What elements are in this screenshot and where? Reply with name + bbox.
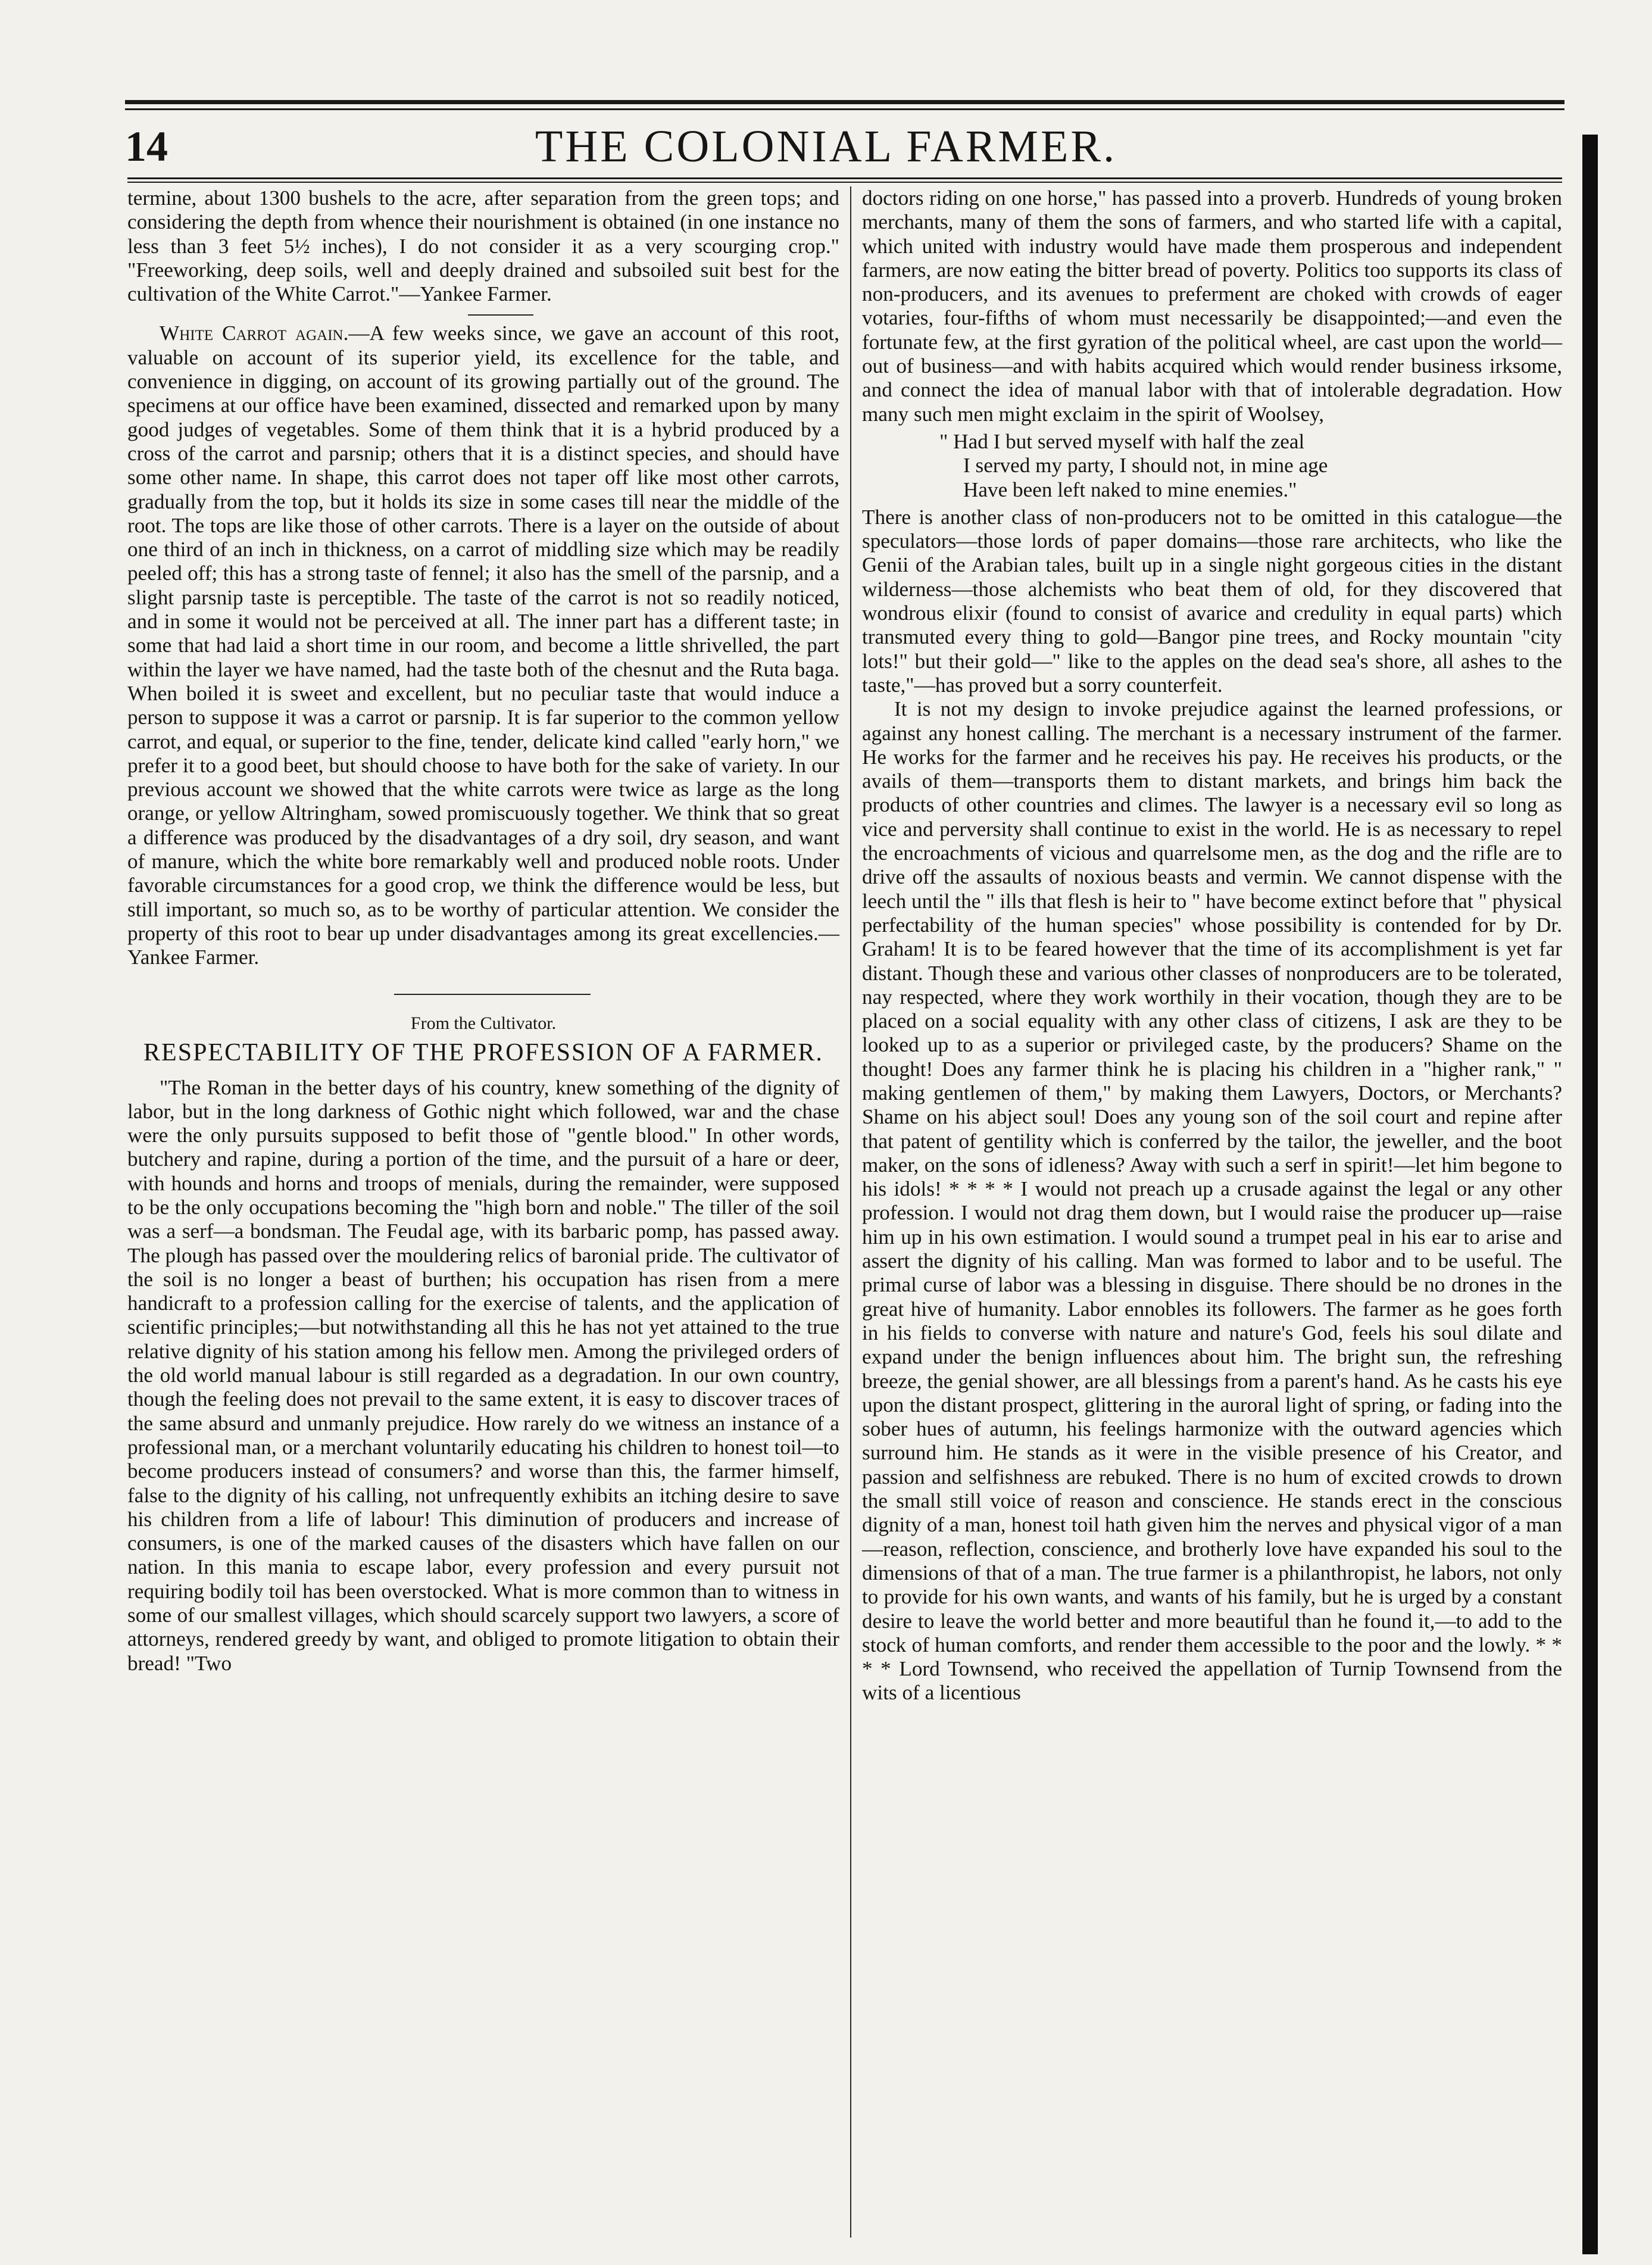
article-continued-paragraph: doctors riding on one horse," has passed into a proverb. Hundreds of young broken merchants, many of them the sons of farmers, and who started life with a capital, which united with industry would have made them prosperous and independent farmers, are now eating the bitter bread of poverty. Politics too supports its class of non-producers, and its avenues to preferment are choked with crowds of eager votaries, four-fifths of whom must necessarily be disappointed;—and even the fortunate few, at the first gyration of the political wheel, are cast upon the world—out of business—and with habits acquired which would render business irksome, and connect the idea of manual labor with that of intolerable degradation. How many such men might exclaim in the spirit of Woolsey, <box>862 186 1562 426</box>
header-bottom-rule-thin <box>127 182 1562 183</box>
section-separator <box>468 314 533 316</box>
left-column <box>127 186 839 1676</box>
page-number: 14 <box>125 123 168 170</box>
header-bottom-rule <box>127 177 1562 179</box>
verse-line: Have been left naked to mine enemies." <box>963 478 1297 501</box>
white-carrot-heading: White Carrot again. <box>160 322 349 345</box>
page-binding-edge <box>1582 135 1598 2254</box>
producers-paragraph: It is not my design to invoke prejudice against the learned professions, or against any honest calling. The merchant is a necessary instrument of the farmer. He works for the farmer and he receives his pay. He receives his products, or the avails of them—transports them to distant markets, and brings him back the products of other countries and climes. The lawyer is a necessary evil so long as vice and perversity shall continue to exist in the world. He is as necessary to repel the encroachments of vicious and quarrelsome men, as the dog and the rifle are to drive off the assaults of noxious beasts and vermin. We cannot dispense with the leech until the " ills that flesh is heir to " have become extinct before that " physical perfectability of the human species" whose possibility is contended for by Dr. Graham! It is to be feared however that the time of its accomplishment is yet far distant. Though these and various other classes of nonproducers are to be tolerated, nay respected, where they work worthily in their vocation, though they are to be placed on a social equality with any other class of citizens, I ask are they to be looked up to as a superior or privileged caste, by the producers? Shame on the thought! Does any farmer think he is placing his children in a "higher rank," " making gentlemen of them," by making them Lawyers, Doctors, or Merchants? Shame on his abject soul! Does any young son of the soil court and repine after that patent of gentility which is conferred by the tailor, the jeweller, and the boot maker, on the sons of idleness? Away with such a serf in spirit!—let him begone to his idols! * * * * I would not preach up a crusade against the legal or any other profession. I would not drag them down, but I would raise the producer up—raise him up in his own estimation. I would sound a trumpet peal in his ear to arise and assert the dignity of his calling. Man was formed to labor and to be useful. The primal curse of labor was a blessing in disguise. There should be no drones in the great hive of humanity. Labor ennobles its followers. The farmer as he goes forth in his fields to converse with nature and nature's God, feels his soul dilate and expand under the benign influences about him. The bright sun, the refreshing breeze, the genial shower, are all blessings from a parent's hand. As he casts his eye upon the distant prospect, glittering in the auroral light of spring, or fading into the sober hues of autumn, his feelings harmonize with the outward agencies which surround him. He stands as it were in the visible presence of his Creator, and passion and selfishness are rebuked. There is no hum of excited crowds to drown the small still voice of reason and conscience. He stands erect in the conscious dignity of a man, honest toil hath given him the nerves and physical vigor of a man —reason, reflection, conscience, and brotherly love have expanded his soul to the dimensions of that of a man. The true farmer is a philanthropist, he labors, not only to provide for his own wants, and wants of his family, but he is urged by a constant desire to leave the world better and more beautiful than he found it,—to add to the stock of human comforts, and render them accessible to the poor and the lowly. * * * * Lord Townsend, who received the appellation of Turnip Townsend from the wits of a licentious <box>862 697 1562 1705</box>
carrot-article-continued: termine, about 1300 bushels to the acre, after separation from the green tops; and considering the depth from whence their nourishment is obtained (in one instance no less than 3 feet 5½ inches), I do not consider it as a very scourging crop." "Freeworking, deep soils, well and deeply drained and subsoiled suit best for the cultivation of the White Carrot."—Yankee Farmer. <box>127 186 839 306</box>
top-thin-rule <box>125 108 1564 110</box>
quoted-verse <box>862 430 1562 502</box>
article-body-paragraph: "The Roman in the better days of his country, knew something of the dignity of labor, but in the long darkness of Gothic night which followed, war and the chase were the only pursuits supposed to befit those of "gentle blood." In other words, butchery and rapine, during a portion of the time, and the pursuit of a hare or deer, with hounds and horns and troops of menials, during the remainder, were supposed to be the only occupations becoming the "high born and noble." The tiller of the soil was a serf—a bondsman. The Feudal age, with its barbaric pomp, has passed away. The plough has passed over the mouldering relics of baronial pride. The cultivator of the soil is no longer a beast of burthen; his occupation has risen from a mere handicraft to a profession calling for the exercise of talents, and the application of scientific principles;—but notwithstanding all this he has not yet attained to the true relative dignity of his station among his fellow men. Among the privileged orders of the old world manual labour is still regarded as a degradation. In our own country, though the feeling does not prevail to the same extent, it is easy to discover traces of the same absurd and unmanly prejudice. How rarely do we witness an instance of a professional man, or a merchant voluntarily educating his children to honest toil—to become producers instead of consumers? and worse than this, the farmer himself, false to the dignity of his calling, not unfrequently exhibits an itching desire to save his children from a life of labour! This diminution of producers and increase of consumers, is one of the marked causes of the disasters which have fallen on our nation. In this mania to escape labor, every profession and every pursuit not requiring bodily toil has been overstocked. What is more common than to witness in some of our smallest villages, which should scarcely support two lawyers, a score of attorneys, rendered greedy by want, and obliged to promote litigation to obtain their bread! "Two <box>127 1075 839 1675</box>
top-thick-rule <box>125 100 1564 104</box>
running-head-title: THE COLONIAL FARMER. <box>535 121 1117 171</box>
article-source: From the Cultivator. <box>410 1013 557 1033</box>
verse-line: " Had I but served myself with half the zeal <box>939 429 1305 453</box>
white-carrot-text: —A few weeks since, we gave an account of this root, valuable on account of its superior yield, its excellence for the table, and convenience in digging, on account of its growing partially out of the ground. The specimens at our office have been examined, dissected and remarked upon by many good judges of vegetables. Some of them think that it is a hybrid produced by a cross of the carrot and parsnip; others that it is a distinct species, and should have some other name. In shape, this carrot does not taper off like most other carrots, gradually from the top, but it holds its size in some cases till near the middle of the root. The tops are like those of other carrots. There is a layer on the outside of about one third of an inch in thickness, on a carrot of middling size which may be readily peeled off; this has a strong taste of fennel; it also has the smell of the parsnip, and a slight parsnip taste is perceptible. The taste of the carrot is not so readily noticed, and in some it would not be perceived at all. The inner part has a different taste; in some that had laid a short time in our room, and become a little shrivelled, the part within the layer we have named, had the taste both of the chesnut and the Ruta baga. When boiled it is sweet and excellent, but no peculiar taste that would induce a person to suppose it was a carrot or parsnip. It is far superior to the common yellow carrot, and equal, or superior to the fine, tender, delicate kind called "early horn," we prefer it to a good beet, but should choose to have both for the sake of variety. In our previous account we showed that the white carrots were twice as large as the long orange, or yellow Altringham, sowed promiscuously together. We think that so great a difference was produced by the disadvantages of a dry soil, dry season, and want of manure, which the white bore remarkably well and produced noble roots. Under favorable circumstances for a good crop, we think the difference would be less, but still important, so much so, as to be worthy of particular attention. We consider the property of this root to bear up under disadvantages among its great excellencies.—Yankee Farmer. <box>127 322 840 969</box>
white-carrot-paragraph <box>127 322 839 969</box>
article-separator <box>394 994 591 995</box>
column-divider <box>850 186 851 2238</box>
right-column <box>862 186 1562 1705</box>
verse-line: I served my party, I should not, in mine age <box>963 454 1328 478</box>
speculators-paragraph: There is another class of non-producers not to be omitted in this catalogue—the speculators—those lords of paper domains—those rare architects, who like the Genii of the Arabian tales, built up in a single night gorgeous cities in the distant wilderness—those alchemists who beat them of old, for they discovered that wondrous elixir (found to consist of avarice and credulity in equal parts) which transmuted every thing to gold—Bangor pine trees, and Rocky mountain "city lots!" but their gold—" like to the apples on the dead sea's shore, all ashes to the taste,"—has proved but a sorry counterfeit. <box>862 505 1562 697</box>
article-title: RESPECTABILITY OF THE PROFESSION OF A FARMER. <box>143 1038 823 1066</box>
